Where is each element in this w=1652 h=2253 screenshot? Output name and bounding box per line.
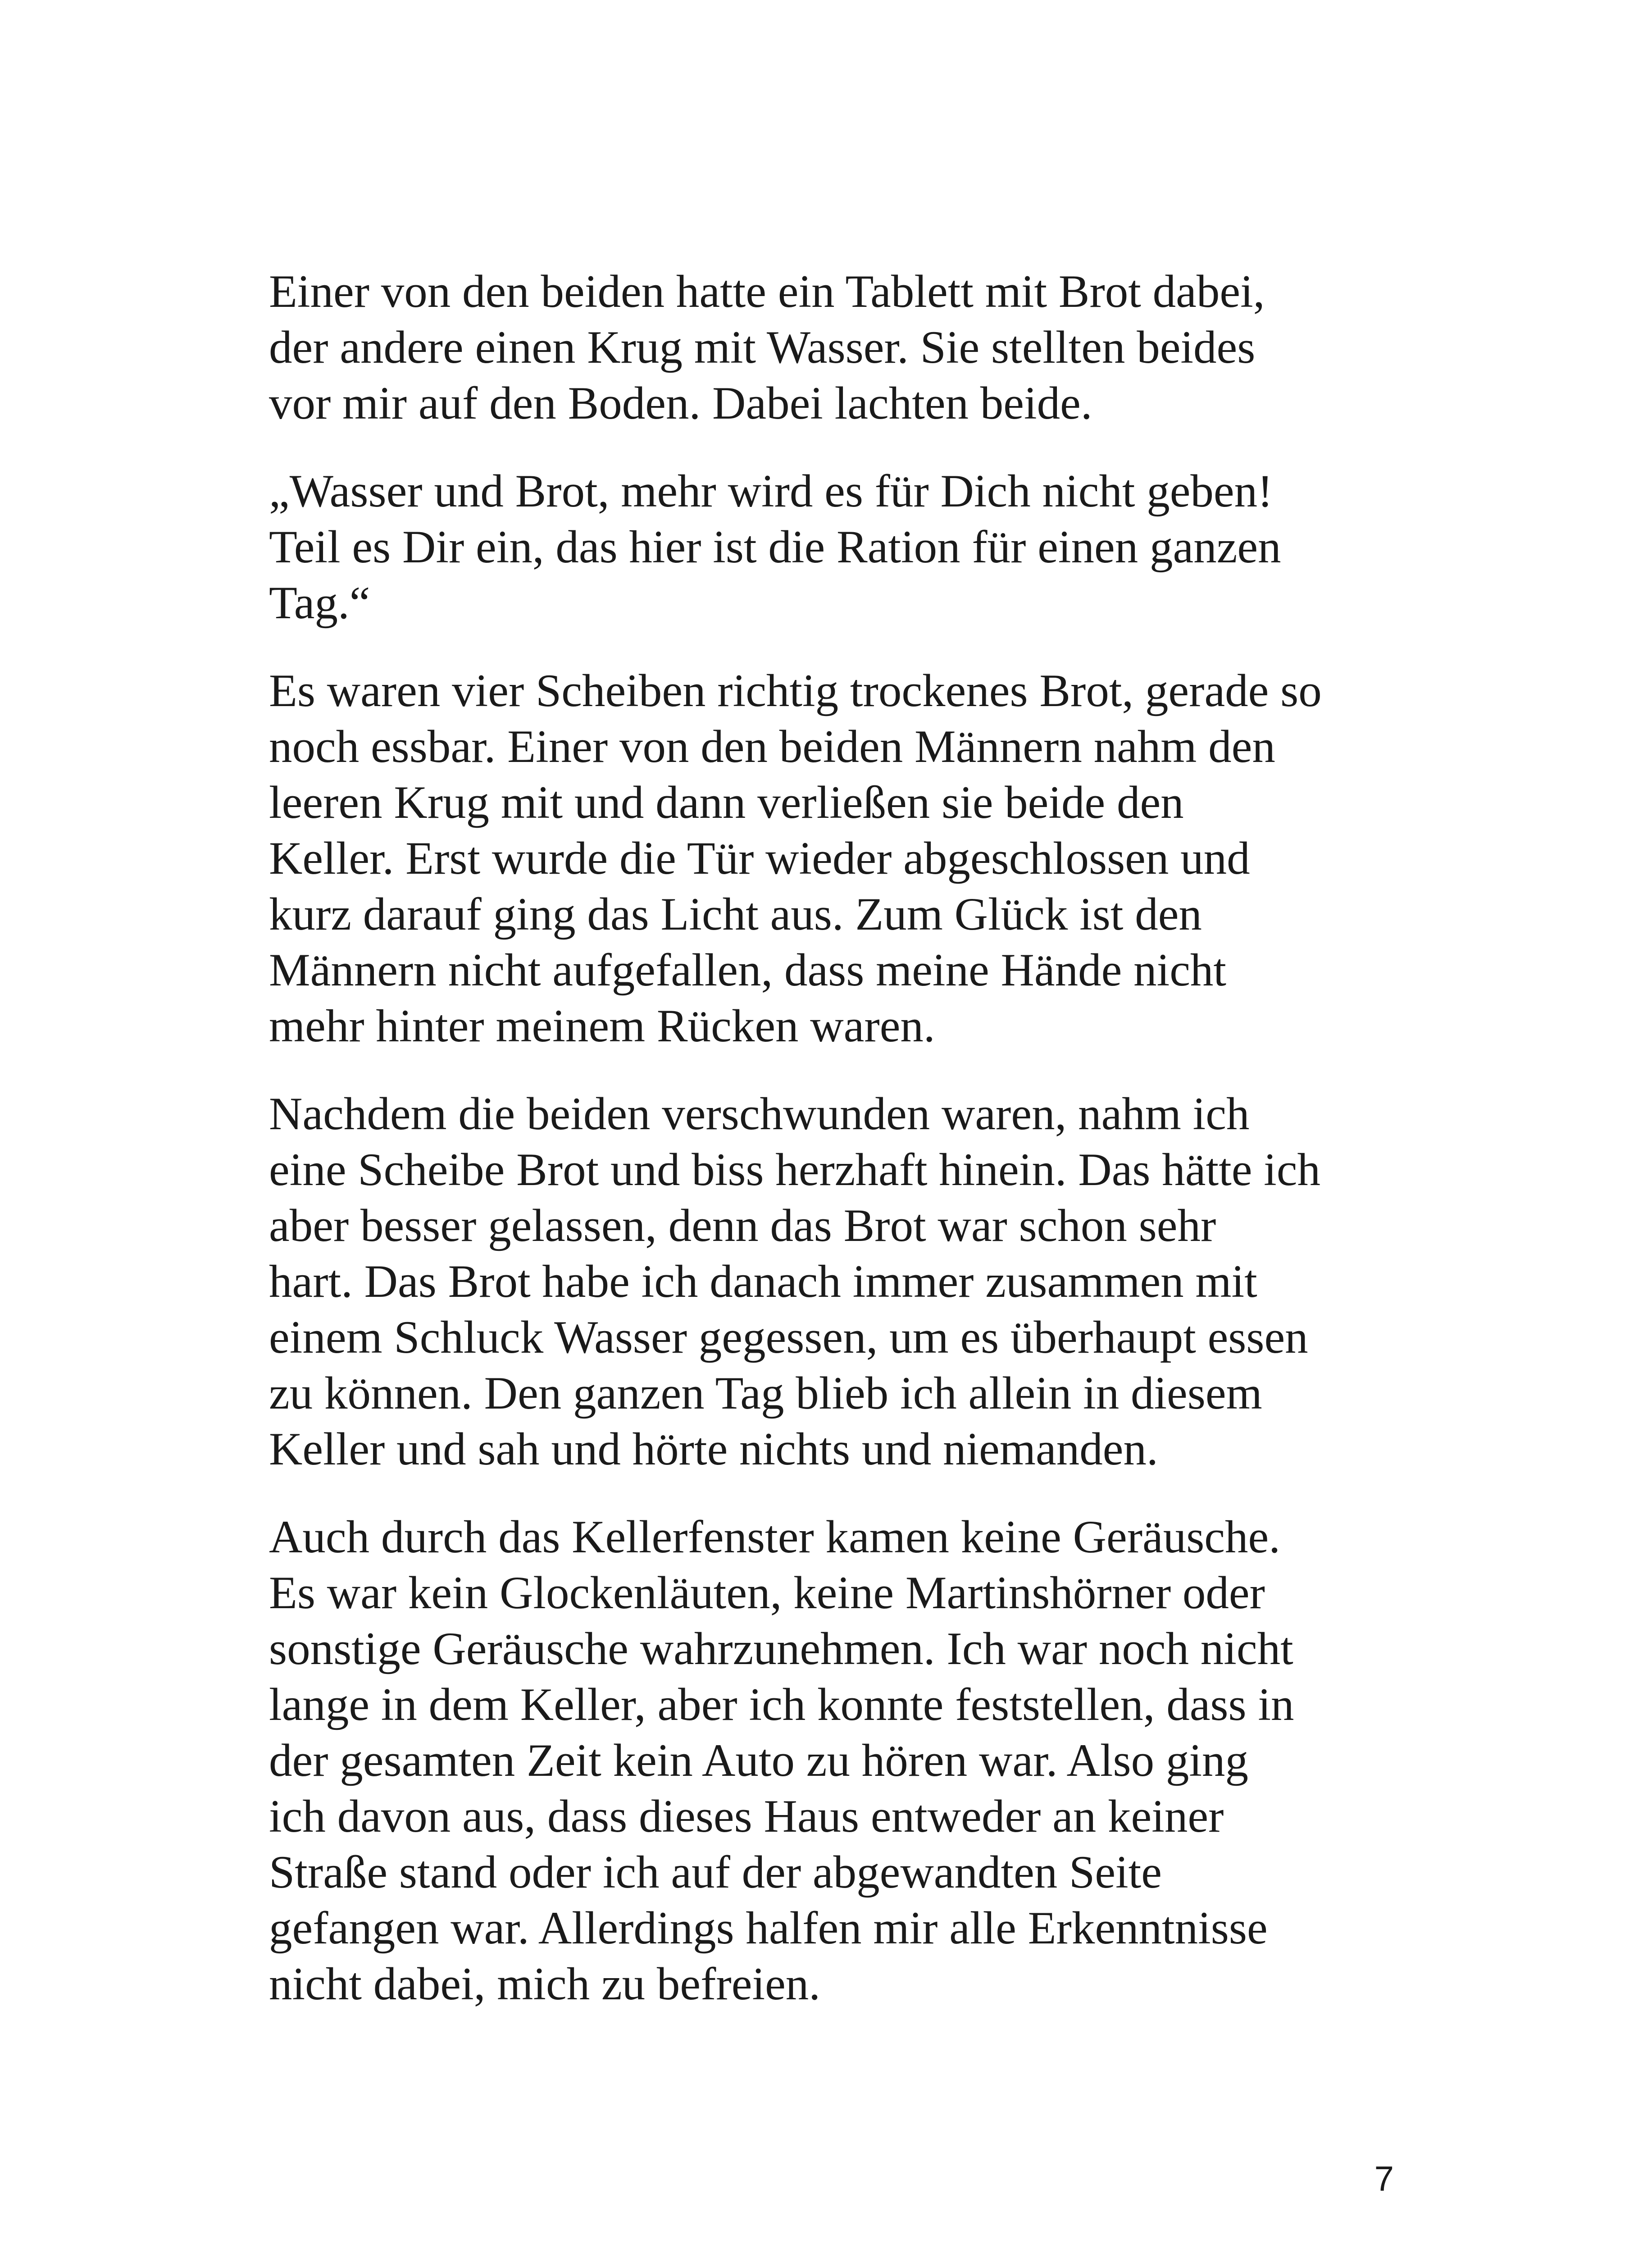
text-line: „Wasser und Brot, mehr wird es für Dich nicht geben! (269, 465, 1273, 517)
body-text (269, 264, 1413, 2044)
page-number: 7 (1374, 2159, 1394, 2198)
text-line: Teil es Dir ein, das hier ist die Ration für einen ganzen (269, 521, 1281, 573)
text-line: Tag.“ (269, 577, 370, 629)
paragraph-1 (269, 264, 1413, 431)
text-line: Männern nicht aufgefallen, dass meine Hände nicht (269, 944, 1227, 996)
text-line: Keller und sah und hörte nichts und niemanden. (269, 1423, 1158, 1475)
text-line: aber besser gelassen, denn das Brot war schon sehr (269, 1200, 1216, 1251)
text-line: nicht dabei, mich zu befreien. (269, 1958, 821, 2010)
text-line: vor mir auf den Boden. Dabei lachten beide. (269, 378, 1092, 429)
text-line: ich davon aus, dass dieses Haus entweder an keiner (269, 1791, 1224, 1842)
paragraph-3 (269, 663, 1413, 1054)
text-line: Auch durch das Kellerfenster kamen keine Geräusche. (269, 1511, 1280, 1563)
text-line: hart. Das Brot habe ich danach immer zusammen mit (269, 1256, 1257, 1307)
text-line: mehr hinter meinem Rücken waren. (269, 1000, 935, 1052)
text-line: Es war kein Glockenläuten, keine Martinshörner oder (269, 1567, 1265, 1619)
text-line: lange in dem Keller, aber ich konnte feststellen, dass in (269, 1679, 1294, 1730)
text-line: sonstige Geräusche wahrzunehmen. Ich war noch nicht (269, 1623, 1293, 1674)
text-line: der gesamten Zeit kein Auto zu hören war. Also ging (269, 1735, 1248, 1786)
text-line: einem Schluck Wasser gegessen, um es überhaupt essen (269, 1312, 1308, 1363)
text-line: gefangen war. Allerdings halfen mir alle Erkenntnisse (269, 1902, 1268, 1954)
paragraph-2 (269, 463, 1413, 631)
text-line: zu können. Den ganzen Tag blieb ich allein in diesem (269, 1368, 1262, 1419)
text-line: leeren Krug mit und dann verließen sie beide den (269, 777, 1184, 828)
text-line: der andere einen Krug mit Wasser. Sie stellten beides (269, 322, 1256, 373)
text-line: Nachdem die beiden verschwunden waren, nahm ich (269, 1088, 1250, 1140)
text-line: Straße stand oder ich auf der abgewandten Seite (269, 1847, 1162, 1898)
text-line: kurz darauf ging das Licht aus. Zum Glück ist den (269, 889, 1202, 940)
text-line: Keller. Erst wurde die Tür wieder abgeschlossen und (269, 833, 1250, 884)
text-line: Es waren vier Scheiben richtig trockenes Brot, gerade so (269, 665, 1322, 716)
text-line: Einer von den beiden hatte ein Tablett mit Brot dabei, (269, 266, 1265, 317)
text-line: eine Scheibe Brot und biss herzhaft hinein. Das hätte ich (269, 1144, 1320, 1195)
text-line: noch essbar. Einer von den beiden Männern nahm den (269, 721, 1275, 772)
paragraph-4 (269, 1086, 1413, 1477)
paragraph-5 (269, 1509, 1413, 2012)
